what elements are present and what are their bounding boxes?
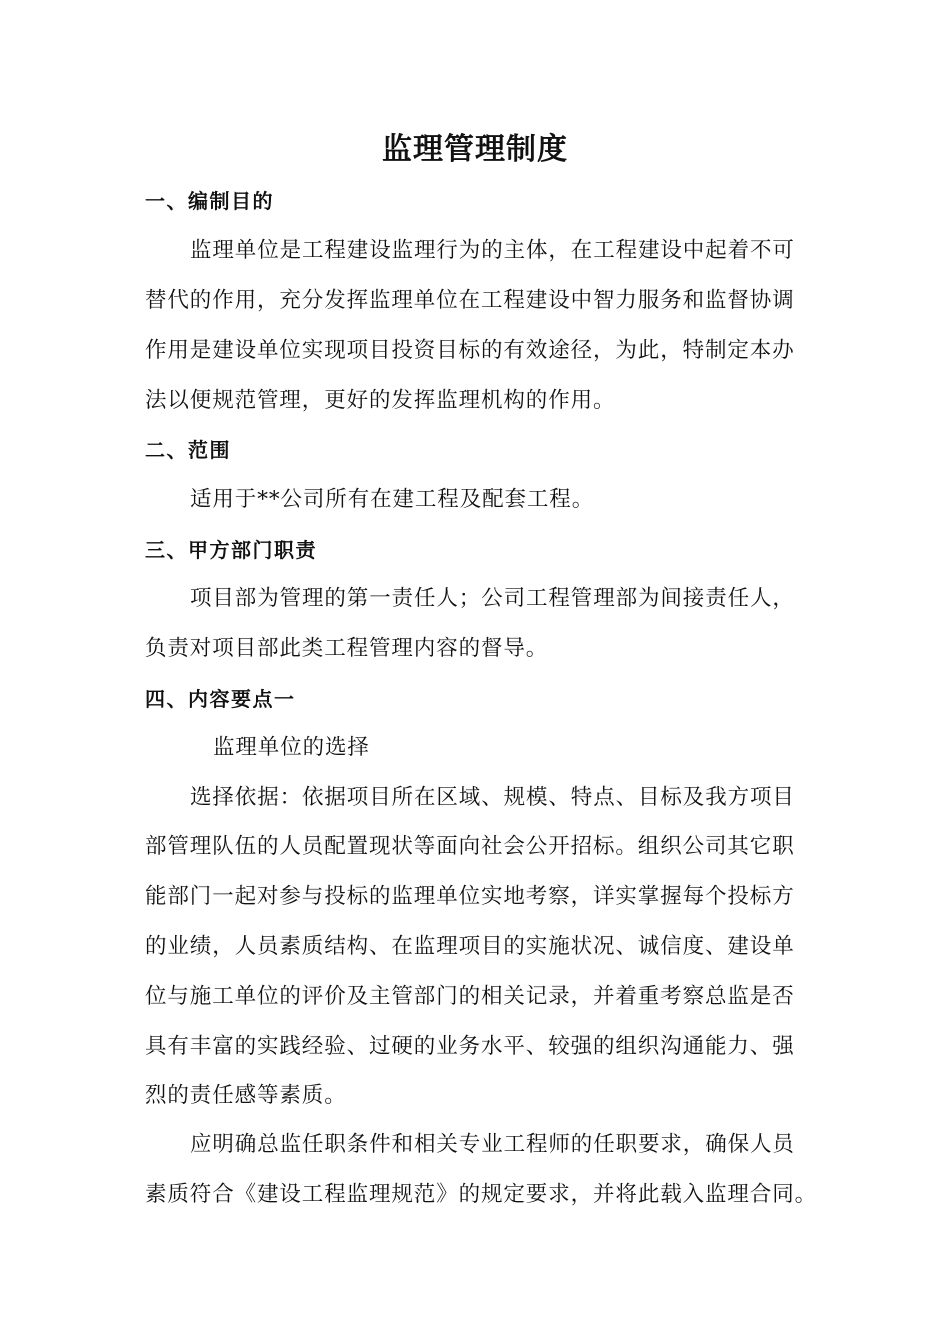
paragraph-line: 能部门一起对参与投标的监理单位实地考察，详实掌握每个投标方: [145, 884, 795, 909]
subheading: 监理单位的选择: [213, 735, 370, 760]
paragraph-line: 项目部为管理的第一责任人；公司工程管理部为间接责任人，: [190, 586, 795, 611]
paragraph-line: 素质符合《建设工程监理规范》的规定要求，并将此载入监理合同。: [145, 1182, 818, 1207]
paragraph-line: 监理单位是工程建设监理行为的主体，在工程建设中起着不可: [190, 238, 795, 263]
paragraph-line: 选择依据：依据项目所在区域、规模、特点、目标及我方项目: [190, 785, 795, 810]
paragraph-line: 位与施工单位的评价及主管部门的相关记录，并着重考察总监是否: [145, 984, 795, 1009]
paragraph-line: 法以便规范管理，更好的发挥监理机构的作用。: [145, 388, 616, 413]
paragraph-line: 作用是建设单位实现项目投资目标的有效途径，为此，特制定本办: [145, 338, 795, 363]
paragraph-line: 部管理队伍的人员配置现状等面向社会公开招标。组织公司其它职: [145, 834, 795, 859]
section-heading-key-points: 四、内容要点一: [145, 687, 296, 711]
document-title: 监理管理制度: [382, 132, 568, 167]
section-heading-scope: 二、范围: [145, 438, 231, 462]
paragraph-line: 负责对项目部此类工程管理内容的督导。: [145, 636, 549, 661]
section-heading-responsibility: 三、甲方部门职责: [145, 538, 317, 562]
paragraph-line: 应明确总监任职条件和相关专业工程师的任职要求，确保人员: [190, 1132, 795, 1157]
paragraph-line: 的业绩，人员素质结构、在监理项目的实施状况、诚信度、建设单: [145, 934, 795, 959]
paragraph-line: 具有丰富的实践经验、过硬的业务水平、较强的组织沟通能力、强: [145, 1034, 795, 1059]
section-heading-purpose: 一、编制目的: [145, 189, 274, 213]
paragraph-line: 烈的责任感等素质。: [145, 1083, 347, 1108]
paragraph-line: 适用于**公司所有在建工程及配套工程。: [190, 487, 595, 512]
paragraph-line: 替代的作用，充分发挥监理单位在工程建设中智力服务和监督协调: [145, 288, 795, 313]
